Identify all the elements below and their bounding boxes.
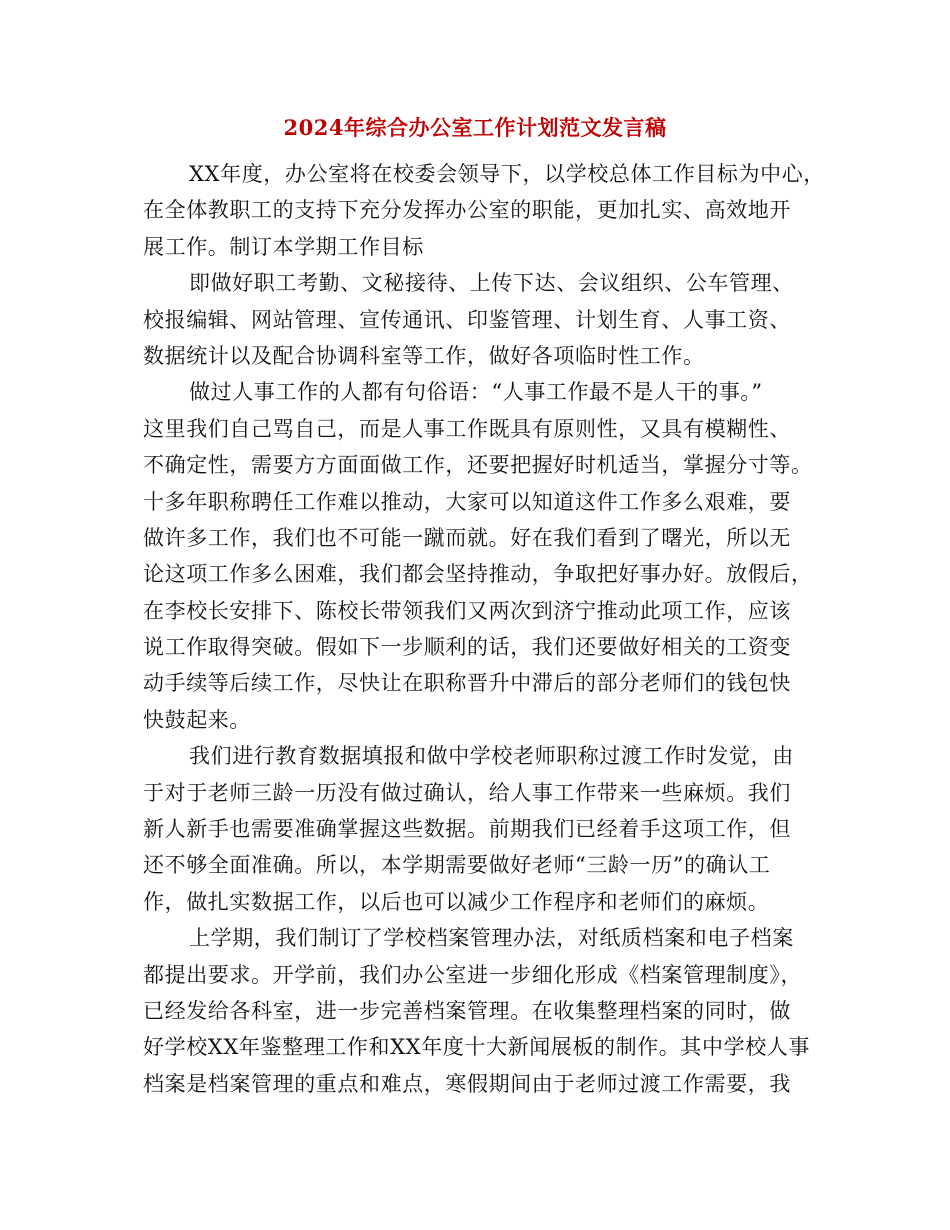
document-title: 2024年综合办公室工作计划范文发言稿	[283, 115, 667, 140]
body-line: 动手续等后续工作，尽快让在职称晋升中滞后的部分老师们的钱包快	[143, 671, 791, 696]
body-line: 还不够全面准确。所以，本学期需要做好老师“三龄一历”的确认工	[143, 853, 771, 878]
body-line: 在全体教职工的支持下充分发挥办公室的职能，更加扎实、高效地开	[143, 198, 791, 223]
body-line: 快鼓起来。	[143, 707, 251, 732]
body-line: 于对于老师三龄一历没有做过确认，给人事工作带来一些麻烦。我们	[143, 780, 791, 805]
body-line: 我们进行教育数据填报和做中学校老师职称过渡工作时发觉，由	[189, 744, 794, 769]
body-line: 上学期，我们制订了学校档案管理办法，对纸质档案和电子档案	[189, 926, 794, 951]
body-line: 新人新手也需要准确掌握这些数据。前期我们已经着手这项工作，但	[143, 817, 791, 842]
body-line: XX年度，办公室将在校委会领导下，以学校总体工作目标为中心，	[189, 162, 825, 186]
body-line: 这里我们自己骂自己，而是人事工作既具有原则性，又具有模糊性、	[143, 416, 791, 441]
body-line: 十多年职称聘任工作难以推动，大家可以知道这件工作多么艰难，要	[143, 489, 791, 514]
body-line: 档案是档案管理的重点和难点，寒假期间由于老师过渡工作需要，我	[143, 1071, 791, 1096]
body-line: 不确定性，需要方方面面做工作，还要把握好时机适当，掌握分寸等。	[143, 453, 813, 478]
body-line: 都提出要求。开学前，我们办公室进一步细化形成《档案管理制度》，	[143, 962, 803, 987]
body-line: 论这项工作多么困难，我们都会坚持推动，争取把好事办好。放假后，	[143, 562, 813, 587]
body-line: 展工作。制订本学期工作目标	[143, 234, 424, 259]
body-line: 已经发给各科室，进一步完善档案管理。在收集整理档案的同时，做	[143, 998, 791, 1023]
body-line: 即做好职工考勤、文秘接待、上传下达、会议组织、公车管理、	[189, 271, 794, 296]
body-line: 做过人事工作的人都有句俗语：“人事工作最不是人干的事。”	[189, 380, 763, 405]
body-line: 做许多工作，我们也不可能一蹴而就。好在我们看到了曙光，所以无	[143, 525, 791, 550]
body-line: 数据统计以及配合协调科室等工作，做好各项临时性工作。	[143, 343, 705, 368]
body-line: 说工作取得突破。假如下一步顺利的话，我们还要做好相关的工资变	[143, 635, 791, 660]
body-line: 校报编辑、网站管理、宣传通讯、印鉴管理、计划生育、人事工资、	[143, 307, 791, 332]
body-line: 作，做扎实数据工作，以后也可以减少工作程序和老师们的麻烦。	[143, 889, 770, 914]
body-line: 好学校XX年鉴整理工作和XX年度十大新闻展板的制作。其中学校人事	[143, 1035, 810, 1060]
document-body	[143, 156, 823, 1102]
body-line: 在李校长安排下、陈校长带领我们又两次到济宁推动此项工作，应该	[143, 598, 791, 623]
